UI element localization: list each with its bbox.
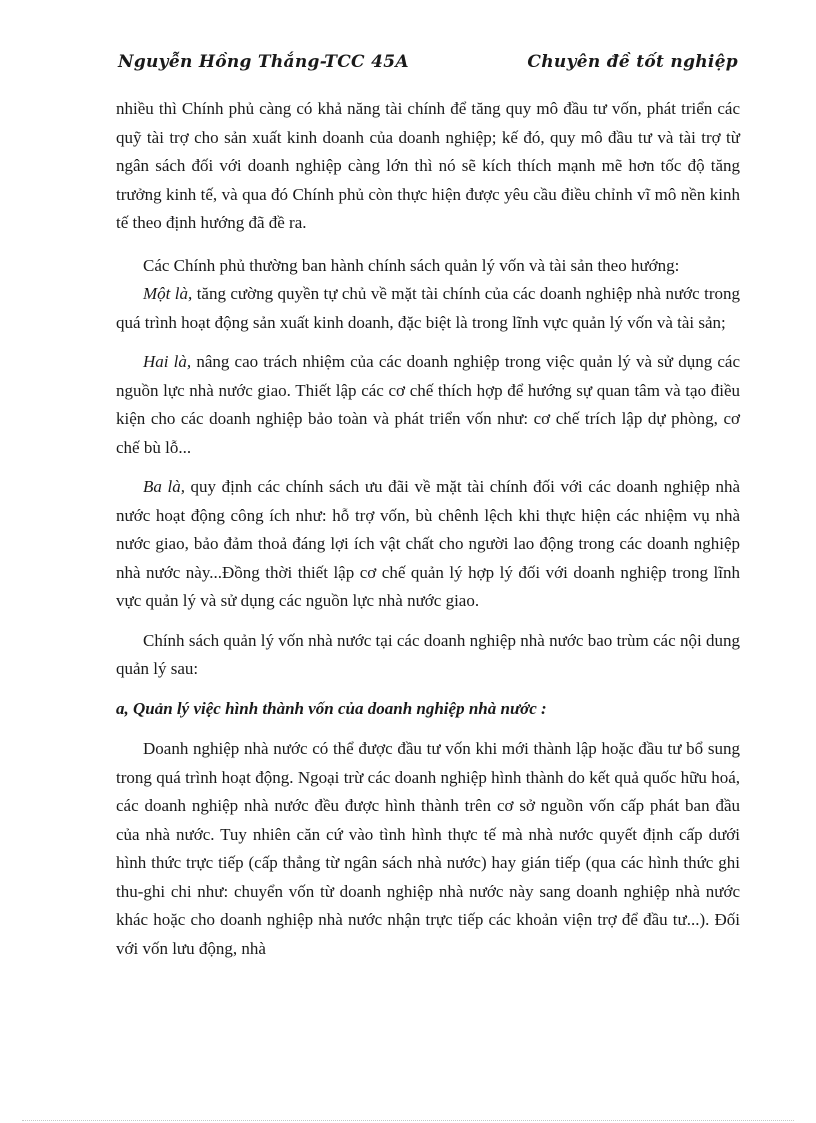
page-bottom-divider	[22, 1120, 794, 1121]
paragraph-policy-intro: Các Chính phủ thường ban hành chính sách quản lý vốn và tài sản theo hướng:	[143, 255, 680, 275]
paragraph-point-one	[116, 280, 740, 337]
header-author: Nguyễn Hồng Thắng-TCC 45A	[118, 52, 409, 72]
paragraph-policy-scope: Chính sách quản lý vốn nhà nước tại các doanh nghiệp nhà nước bao trùm các nội dung quản lý sau:	[116, 630, 740, 678]
point-three-lead: Ba là,	[143, 477, 185, 496]
page-header	[118, 52, 738, 82]
paragraph-point-two	[116, 348, 740, 462]
page-body	[116, 95, 740, 974]
header-document-type: Chuyên đề tốt nghiệp	[527, 52, 738, 72]
point-two-lead: Hai là,	[143, 352, 192, 371]
point-one-lead: Một là,	[143, 284, 193, 303]
point-one-text: tăng cường quyền tự chủ về mặt tài chính của các doanh nghiệp nhà nước trong quá trình hoạt động sản xuất kinh doanh, đặc biệt là trong lĩnh vực quản lý vốn và tài sản;	[116, 284, 741, 332]
paragraph-point-three	[116, 473, 740, 616]
paragraph-continued: nhiều thì Chính phủ càng có khả năng tài chính để tăng quy mô đầu tư vốn, phát triển các quỹ tài trợ cho sản xuất kinh doanh của doanh nghiệp; kế đó, quy mô đầu tư và tài trợ từ ngân sách đối với doanh nghiệp càng lớn thì nó sẽ kích thích mạnh mẽ hơn tốc độ tăng trưởng kinh tế, và qua đó Chính phủ còn thực hiện được yêu cầu điều chỉnh vĩ mô nền kinh tế theo định hướng đã đề ra.	[116, 99, 740, 232]
section-paragraph: Doanh nghiệp nhà nước có thể được đầu tư vốn khi mới thành lập hoặc đầu tư bổ sung trong quá trình hoạt động. Ngoại trừ các doanh nghiệp hình thành do kết quả quốc hữu hoá, các doanh nghiệp nhà nước đều được hình thành trên cơ sở nguồn vốn cấp phát ban đầu của nhà nước. Tuy nhiên căn cứ vào tình hình thực tế mà nhà nước quyết định cấp dưới hình thức trực tiếp (cấp thẳng từ ngân sách nhà nước) hay gián tiếp (qua các hình thức ghi thu-ghi chi như: chuyển vốn từ doanh nghiệp nhà nước này sang doanh nghiệp nhà nước khác hoặc cho doanh nghiệp nhà nước nhận trực tiếp các khoản viện trợ để đầu tư...). Đối với vốn lưu động, nhà	[116, 739, 740, 958]
point-two-text: nâng cao trách nhiệm của các doanh nghiệp trong việc quản lý và sử dụng các nguồn lực nhà nước giao. Thiết lập các cơ chế thích hợp để hướng sự quan tâm và tạo điều kiện cho các doanh nghiệp bảo toàn và phát triển vốn như: cơ chế trích lập dự phòng, cơ chế bù lỗ...	[116, 352, 740, 457]
point-three-text: quy định các chính sách ưu đãi về mặt tài chính đối với các doanh nghiệp nhà nước hoạt động công ích như: hỗ trợ vốn, bù chênh lệch khi thực hiện các nhiệm vụ nhà nước giao, bảo đảm thoả đáng lợi ích vật chất cho người lao động trong các doanh nghiệp nhà nước này...Đồng thời thiết lập cơ chế quản lý hợp lý đối với doanh nghiệp trong lĩnh vực quản lý và sử dụng các nguồn lực nhà nước giao.	[116, 477, 741, 610]
section-heading: a, Quản lý việc hình thành vốn của doanh nghiệp nhà nước :	[116, 698, 547, 718]
